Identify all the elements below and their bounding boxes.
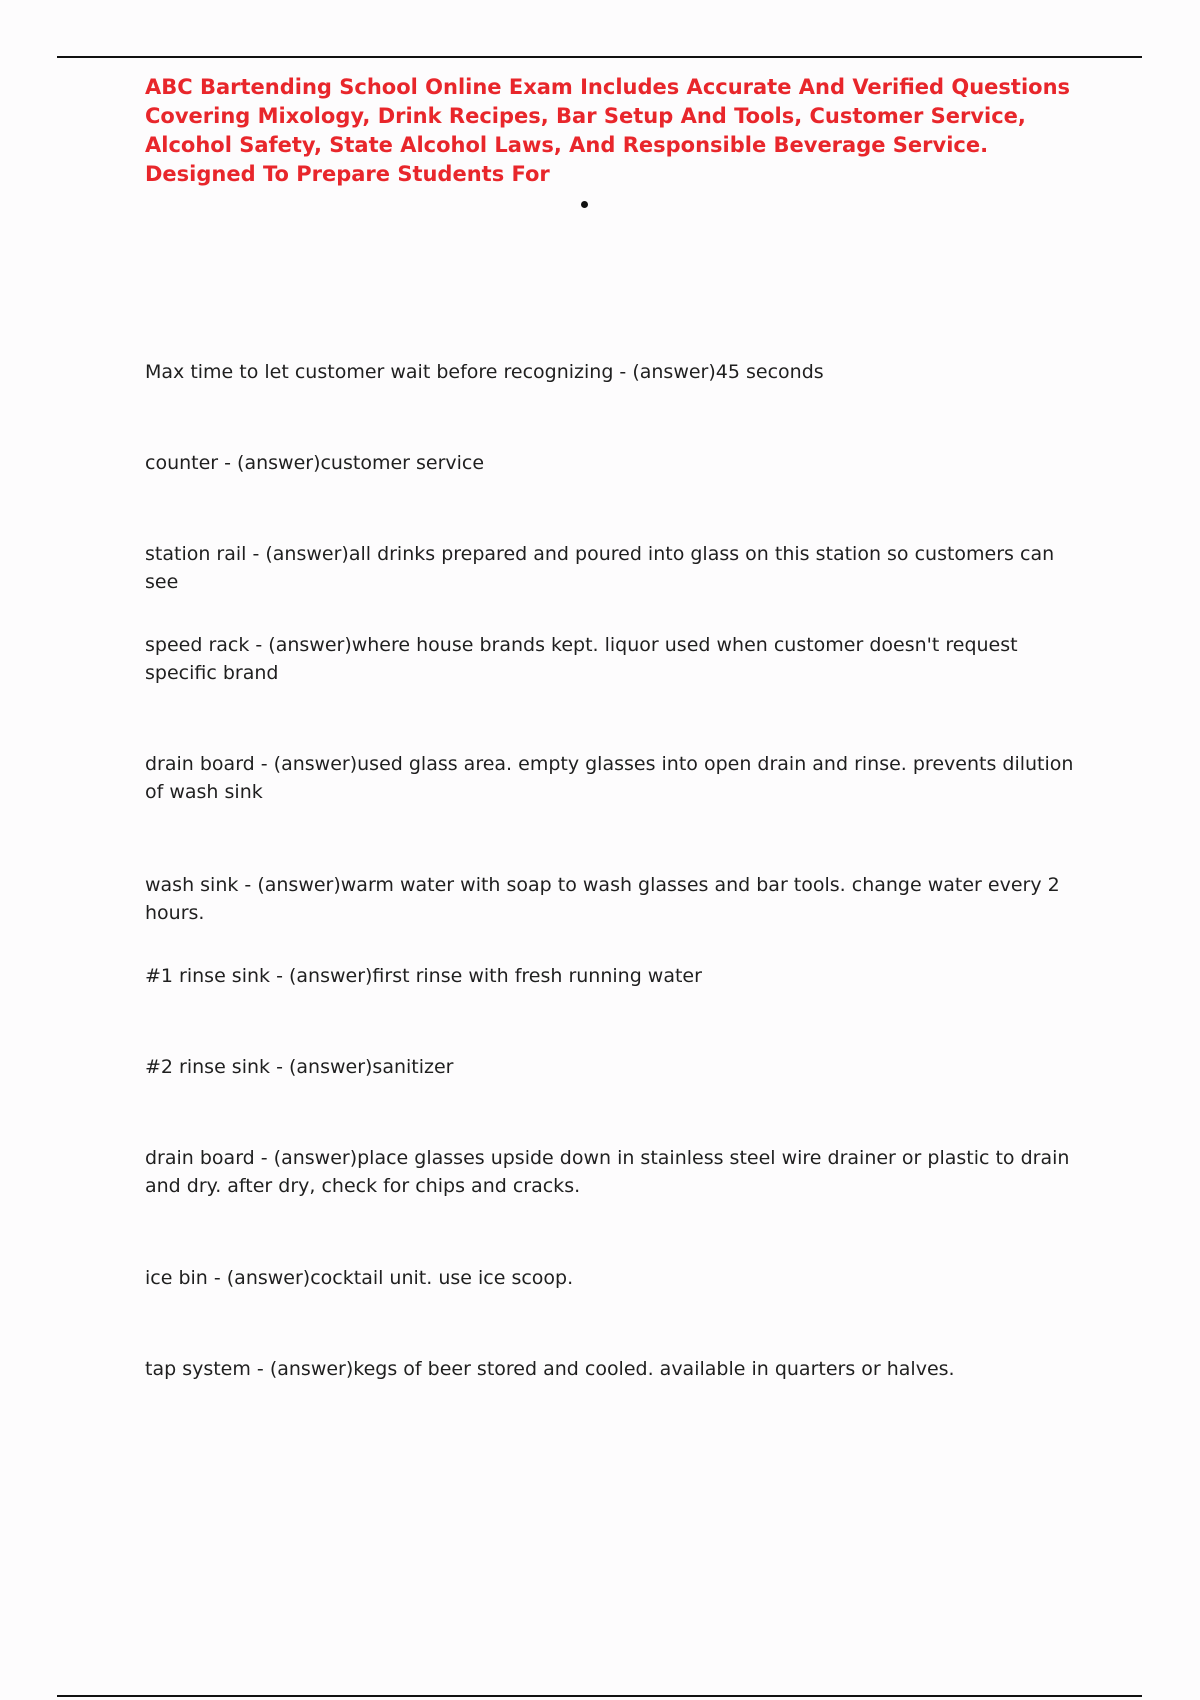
qa-entry: ice bin - (answer)cocktail unit. use ice scoop.: [145, 1267, 574, 1289]
bottom-rule: [57, 1695, 1142, 1697]
qa-entry: station rail - (answer)all drinks prepared and poured into glass on this station so customers can see: [145, 543, 1055, 593]
qa-entry: wash sink - (answer)warm water with soap to wash glasses and bar tools. change water every 2 hours.: [145, 874, 1060, 924]
qa-entry: drain board - (answer)used glass area. empty glasses into open drain and rinse. prevents dilution of wash sink: [145, 753, 1074, 803]
qa-entry: drain board - (answer)place glasses upside down in stainless steel wire drainer or plastic to drain and dry. after dry, check for chips and cracks.: [145, 1147, 1070, 1197]
document-title: ABC Bartending School Online Exam Includes Accurate And Verified Questions Covering Mixology, Drink Recipes, Bar Setup And Tools, Customer Service, Alcohol Safety, State Alcohol Laws, And Responsible Beverage Service. Designed To Prepare Students For: [145, 75, 1071, 186]
qa-entry: speed rack - (answer)where house brands kept. liquor used when customer doesn't request specific brand: [145, 634, 1018, 684]
qa-entry: tap system - (answer)kegs of beer stored and cooled. available in quarters or halves.: [145, 1358, 955, 1380]
bullet-point: [581, 201, 588, 208]
qa-entry: Max time to let customer wait before recognizing - (answer)45 seconds: [145, 361, 824, 383]
qa-entry: counter - (answer)customer service: [145, 452, 485, 474]
qa-entry: #2 rinse sink - (answer)sanitizer: [145, 1056, 454, 1078]
top-rule: [57, 56, 1142, 58]
qa-entry: #1 rinse sink - (answer)first rinse with fresh running water: [145, 965, 702, 987]
